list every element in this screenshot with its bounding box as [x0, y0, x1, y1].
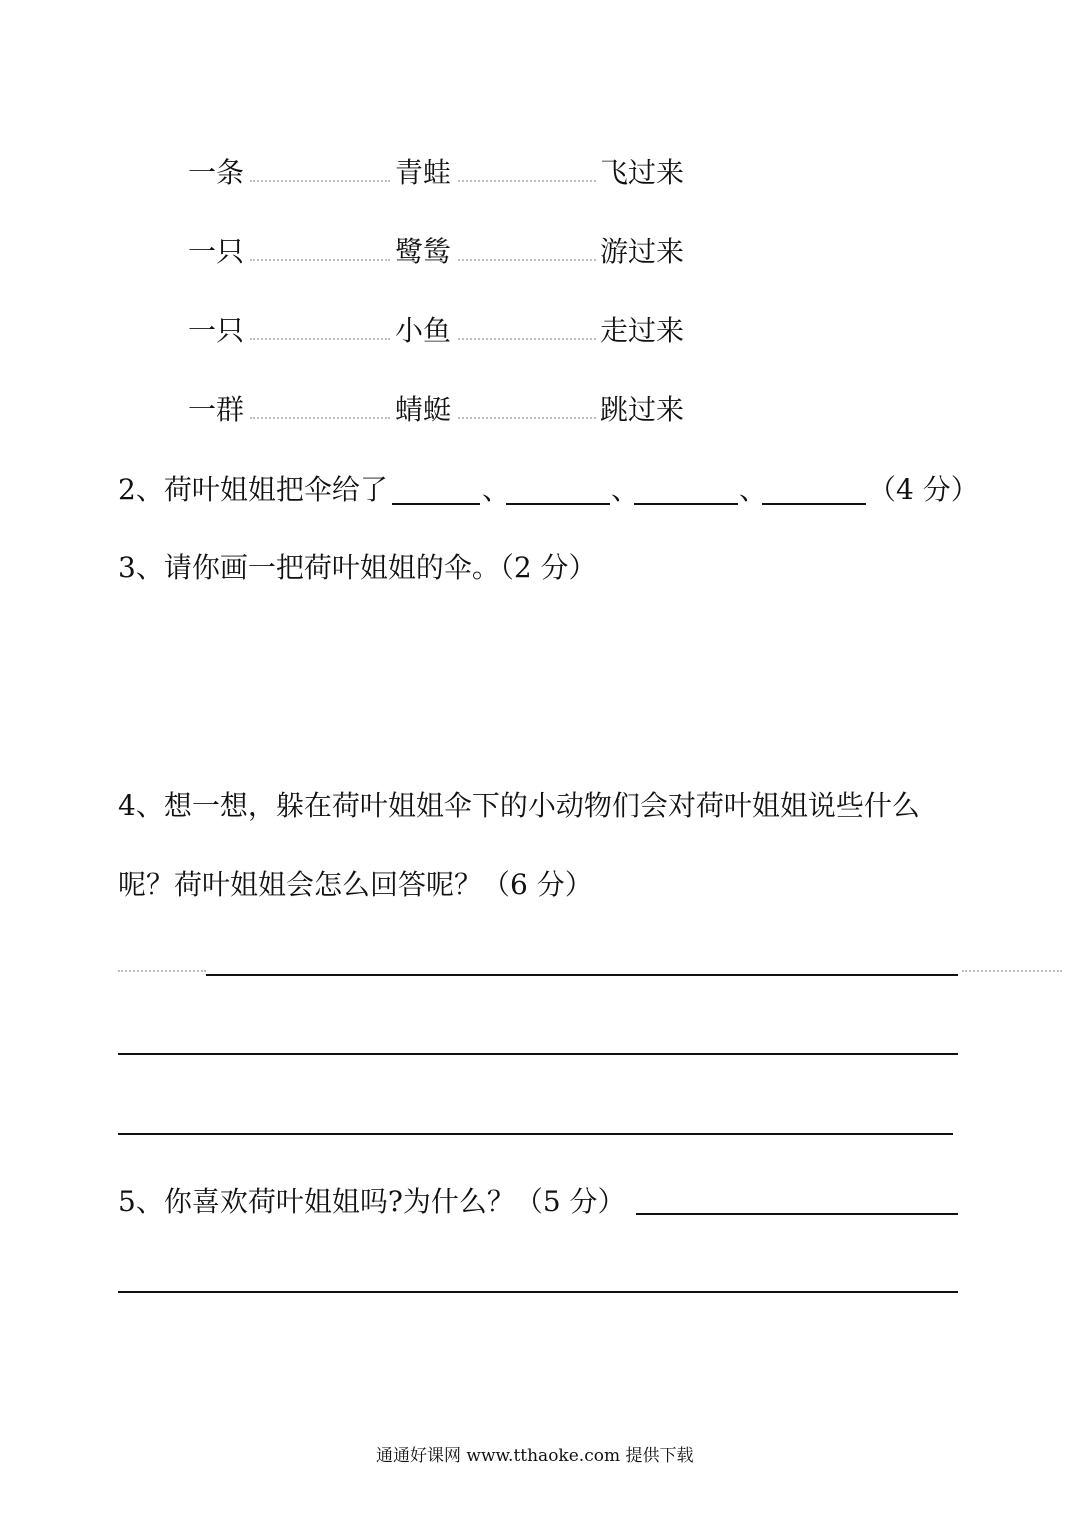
match-row3-col2: 小鱼 [395, 314, 452, 347]
q4-answer-line-2[interactable] [118, 1053, 958, 1055]
q2-score: （4 分） [868, 473, 979, 506]
q4-line-2: 呢？荷叶姐姐会怎么回答呢？（6 分） [118, 868, 593, 901]
match-row1-col3: 飞过来 [600, 156, 685, 189]
match-row4-col2: 蜻蜓 [395, 393, 452, 426]
dot-leader [118, 970, 206, 972]
q5-answer-line-1[interactable] [636, 1213, 958, 1215]
dot-leader [250, 338, 390, 340]
dot-leader [962, 970, 1062, 972]
dot-leader [458, 338, 596, 340]
dot-leader [458, 259, 596, 261]
q5-text: 5、你喜欢荷叶姐姐吗?为什么？（5 分） [118, 1185, 626, 1218]
match-row4-col3: 跳过来 [600, 393, 685, 426]
q2-separator: 、 [482, 473, 511, 506]
match-row3-col1: 一只 [188, 314, 245, 347]
q5-answer-line-2[interactable] [118, 1291, 958, 1293]
dot-leader [250, 180, 390, 182]
dot-leader [458, 417, 596, 419]
footer-text: 通通好课网 www.tthaoke.com 提供下载 [376, 1446, 694, 1466]
q3-drawing-area[interactable] [118, 600, 958, 750]
match-row1-col1: 一条 [188, 156, 245, 189]
dot-leader [250, 417, 390, 419]
q4-answer-line-1[interactable] [206, 974, 958, 976]
match-row2-col1: 一只 [188, 235, 245, 268]
q2-text: 2、荷叶姐姐把伞给了 [118, 473, 388, 506]
q2-separator: 、 [611, 473, 640, 506]
match-row2-col3: 游过来 [600, 235, 685, 268]
q4-answer-line-3[interactable] [118, 1133, 953, 1135]
q2-blank-1[interactable] [392, 503, 480, 505]
q2-blank-2[interactable] [506, 503, 610, 505]
dot-leader [250, 259, 390, 261]
q2-blank-4[interactable] [762, 503, 866, 505]
dot-leader [458, 180, 596, 182]
q2-separator: 、 [739, 473, 768, 506]
match-row4-col1: 一群 [188, 393, 245, 426]
match-row1-col2: 青蛙 [395, 156, 452, 189]
q2-blank-3[interactable] [634, 503, 738, 505]
q4-line-1: 4、想一想，躲在荷叶姐姐伞下的小动物们会对荷叶姐姐说些什么 [118, 789, 920, 822]
match-row2-col2: 鹭鸶 [395, 235, 452, 268]
q3-text: 3、请你画一把荷叶姐姐的伞。（2 分） [118, 551, 597, 584]
match-row3-col3: 走过来 [600, 314, 685, 347]
